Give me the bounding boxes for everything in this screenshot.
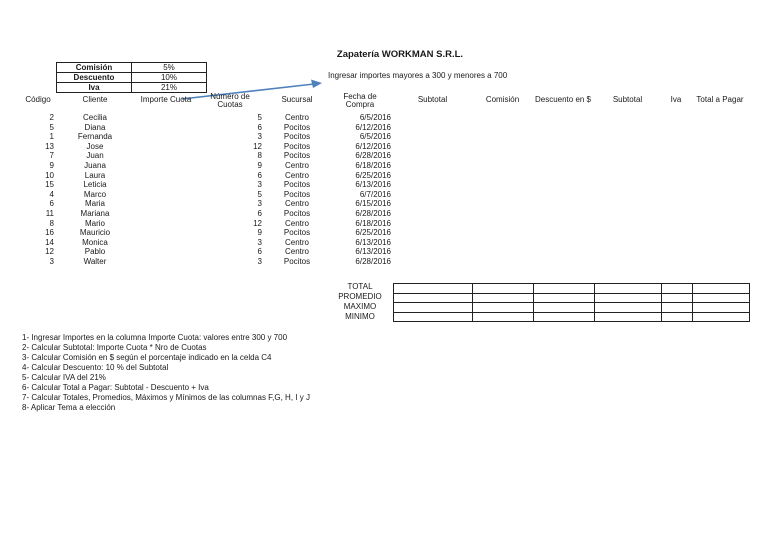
param-label[interactable]: Comisión [57, 63, 132, 73]
totals-cell[interactable] [473, 303, 534, 313]
cell-cuotas[interactable]: 6 [257, 122, 262, 132]
cell-fecha[interactable]: 6/25/2016 [355, 228, 391, 238]
header-subtotal[interactable]: Subtotal [417, 95, 448, 104]
cell-cuotas[interactable]: 5 [257, 189, 262, 199]
totals-cell[interactable] [693, 293, 750, 303]
cell-cuotas[interactable]: 8 [257, 151, 262, 161]
cell-codigo[interactable]: 2 [49, 113, 54, 122]
totals-cell[interactable] [473, 293, 534, 303]
totals-cell[interactable] [473, 284, 534, 294]
totals-cell[interactable] [662, 284, 693, 294]
cell-cuotas[interactable]: 3 [257, 180, 262, 190]
instruction-line: 5- Calcular IVA del 21% [22, 373, 106, 382]
cell-sucursal[interactable]: Pocitos [283, 132, 311, 142]
param-value[interactable]: 21% [132, 83, 207, 93]
cell-sucursal[interactable]: Centro [284, 218, 309, 228]
parameters-table [56, 62, 207, 93]
instruction-line: 2- Calcular Subtotal: Importe Cuota * Nro de Cuotas [22, 343, 207, 352]
cell-cliente[interactable]: Maria [84, 199, 105, 209]
sheet-title: Zapatería WORKMAN S.R.L. [336, 49, 464, 60]
cell-codigo[interactable]: 5 [49, 122, 54, 132]
totals-cell[interactable] [693, 312, 750, 322]
totals-cell[interactable] [662, 303, 693, 313]
totals-cell[interactable] [693, 303, 750, 313]
cell-cliente[interactable]: Jose [86, 141, 104, 151]
cell-fecha[interactable]: 6/28/2016 [355, 209, 391, 218]
cell-cuotas[interactable]: 3 [257, 237, 262, 247]
cell-fecha[interactable]: 6/25/2016 [355, 170, 391, 180]
totals-cell[interactable] [534, 284, 595, 294]
cell-fecha[interactable]: 6/12/2016 [355, 141, 391, 151]
cell-cuotas[interactable]: 9 [257, 161, 262, 170]
cell-codigo[interactable]: 4 [49, 189, 54, 199]
cell-cuotas[interactable]: 5 [257, 113, 262, 122]
cell-cliente[interactable]: Diana [84, 122, 106, 132]
cell-fecha[interactable]: 6/13/2016 [355, 247, 391, 257]
cell-cliente[interactable]: Fernanda [77, 132, 113, 142]
import-note: Ingresar importes mayores a 300 y menores a 700 [328, 71, 508, 80]
cell-codigo[interactable]: 12 [45, 247, 54, 257]
cell-cliente[interactable]: Juan [86, 151, 104, 161]
header-fecha-compra[interactable]: Fecha de Compra [343, 92, 377, 109]
cell-cuotas[interactable]: 3 [257, 257, 262, 266]
header-numero-cuotas[interactable]: Número de Cuotas [210, 92, 250, 109]
cell-cuotas[interactable]: 3 [257, 132, 262, 142]
cell-fecha[interactable]: 6/28/2016 [355, 257, 391, 266]
header-descuento[interactable]: Descuento en $ [534, 95, 592, 104]
totals-cell[interactable] [394, 303, 473, 313]
cell-codigo[interactable]: 13 [45, 141, 54, 151]
totals-cell[interactable] [394, 293, 473, 303]
cell-fecha[interactable]: 6/13/2016 [355, 180, 391, 190]
instruction-line: 3- Calcular Comisión en $ según el porcentaje indicado en la celda C4 [22, 353, 272, 362]
cell-sucursal[interactable]: Centro [284, 170, 309, 180]
totals-cell[interactable] [473, 312, 534, 322]
cell-fecha[interactable]: 6/13/2016 [355, 237, 391, 247]
cell-codigo[interactable]: 1 [49, 132, 54, 142]
totals-cell[interactable] [394, 312, 473, 322]
cell-cuotas[interactable]: 6 [257, 209, 262, 218]
cell-cliente[interactable]: Pablo [84, 247, 106, 257]
totals-label[interactable]: TOTAL [347, 282, 373, 291]
cell-sucursal[interactable]: Centro [284, 113, 309, 122]
param-label[interactable]: Iva [57, 83, 132, 93]
cell-fecha[interactable]: 6/12/2016 [355, 122, 391, 132]
cell-sucursal[interactable]: Pocitos [283, 189, 311, 199]
header-iva[interactable]: Iva [670, 95, 682, 104]
header-cliente[interactable]: Cliente [82, 95, 108, 104]
instruction-line: 7- Calcular Totales, Promedios, Máximos y Mínimos de las columnas F,G, H, I y J [22, 393, 310, 402]
param-value[interactable]: 5% [132, 63, 207, 73]
totals-cell[interactable] [595, 312, 662, 322]
totals-grid [393, 283, 750, 322]
cell-sucursal[interactable]: Pocitos [283, 141, 311, 151]
cell-sucursal[interactable]: Centro [284, 161, 309, 170]
cell-cuotas[interactable]: 12 [253, 218, 262, 228]
cell-sucursal[interactable]: Pocitos [283, 209, 311, 218]
header-sucursal[interactable]: Sucursal [281, 95, 313, 104]
cell-cliente[interactable]: Walter [83, 257, 107, 266]
cell-codigo[interactable]: 14 [45, 237, 54, 247]
cell-cuotas[interactable]: 12 [253, 141, 262, 151]
cell-fecha[interactable]: 6/28/2016 [355, 151, 391, 161]
totals-label[interactable]: PROMEDIO [338, 292, 382, 301]
totals-cell[interactable] [534, 303, 595, 313]
cell-sucursal[interactable]: Centro [284, 237, 309, 247]
totals-cell[interactable] [534, 312, 595, 322]
cell-cliente[interactable]: Leticia [83, 180, 107, 190]
header-codigo[interactable]: Código [25, 95, 51, 104]
instruction-line: 4- Calcular Descuento: 10 % del Subtotal [22, 363, 169, 372]
cell-cliente[interactable]: Juana [84, 161, 106, 170]
cell-cuotas[interactable]: 3 [257, 199, 262, 209]
cell-sucursal[interactable]: Pocitos [283, 151, 311, 161]
cell-fecha[interactable]: 6/5/2016 [359, 113, 391, 122]
cell-fecha[interactable]: 6/18/2016 [355, 218, 391, 228]
cell-fecha[interactable]: 6/5/2016 [359, 132, 391, 142]
cell-codigo[interactable]: 8 [49, 218, 54, 228]
header-total-pagar[interactable]: Total a Pagar [696, 95, 744, 104]
totals-cell[interactable] [662, 312, 693, 322]
cell-codigo[interactable]: 6 [49, 199, 54, 209]
cell-codigo[interactable]: 3 [49, 257, 54, 266]
cell-sucursal[interactable]: Pocitos [283, 122, 311, 132]
cell-cuotas[interactable]: 6 [257, 170, 262, 180]
instruction-line: 1- Ingresar Importes en la columna Importe Cuota: valores entre 300 y 700 [22, 333, 288, 342]
header-subtotal-2[interactable]: Subtotal [612, 95, 643, 104]
cell-sucursal[interactable]: Centro [284, 247, 309, 257]
totals-label[interactable]: MINIMO [345, 312, 375, 321]
totals-cell[interactable] [662, 293, 693, 303]
cell-codigo[interactable]: 16 [45, 228, 54, 238]
cell-codigo[interactable]: 15 [45, 180, 54, 190]
totals-cell[interactable] [595, 293, 662, 303]
cell-sucursal[interactable]: Pocitos [283, 180, 311, 190]
cell-cuotas[interactable]: 6 [257, 247, 262, 257]
totals-cell[interactable] [595, 284, 662, 294]
cell-cliente[interactable]: Marco [83, 189, 107, 199]
cell-cliente[interactable]: Cecilia [82, 113, 107, 122]
cell-cuotas[interactable]: 9 [257, 228, 262, 238]
cell-fecha[interactable]: 6/15/2016 [355, 199, 391, 209]
totals-cell[interactable] [534, 293, 595, 303]
cell-fecha[interactable]: 6/7/2016 [359, 189, 391, 199]
totals-cell[interactable] [394, 284, 473, 294]
cell-cliente[interactable]: Laura [84, 170, 106, 180]
cell-sucursal[interactable]: Pocitos [283, 228, 311, 238]
cell-cliente[interactable]: Mariana [80, 209, 110, 218]
cell-codigo[interactable]: 11 [45, 209, 54, 218]
totals-cell[interactable] [693, 284, 750, 294]
cell-codigo[interactable]: 9 [49, 161, 54, 170]
cell-cliente[interactable]: Mauricio [79, 228, 111, 238]
cell-codigo[interactable]: 10 [45, 170, 54, 180]
instruction-line: 8- Aplicar Tema a elección [22, 403, 116, 412]
totals-label[interactable]: MAXIMO [343, 302, 377, 311]
cell-sucursal[interactable]: Centro [284, 199, 309, 209]
totals-cell[interactable] [595, 303, 662, 313]
instruction-line: 6- Calcular Total a Pagar: Subtotal - Descuento + Iva [22, 383, 209, 392]
cell-cliente[interactable]: Monica [82, 237, 108, 247]
cell-sucursal[interactable]: Pocitos [283, 257, 311, 266]
param-label[interactable]: Descuento [57, 73, 132, 83]
param-value[interactable]: 10% [132, 73, 207, 83]
cell-fecha[interactable]: 6/18/2016 [355, 161, 391, 170]
cell-codigo[interactable]: 7 [49, 151, 54, 161]
header-importe-cuota[interactable]: Importe Cuota [140, 95, 192, 104]
cell-cliente[interactable]: Mario [84, 218, 105, 228]
header-comision[interactable]: Comisión [485, 95, 520, 104]
